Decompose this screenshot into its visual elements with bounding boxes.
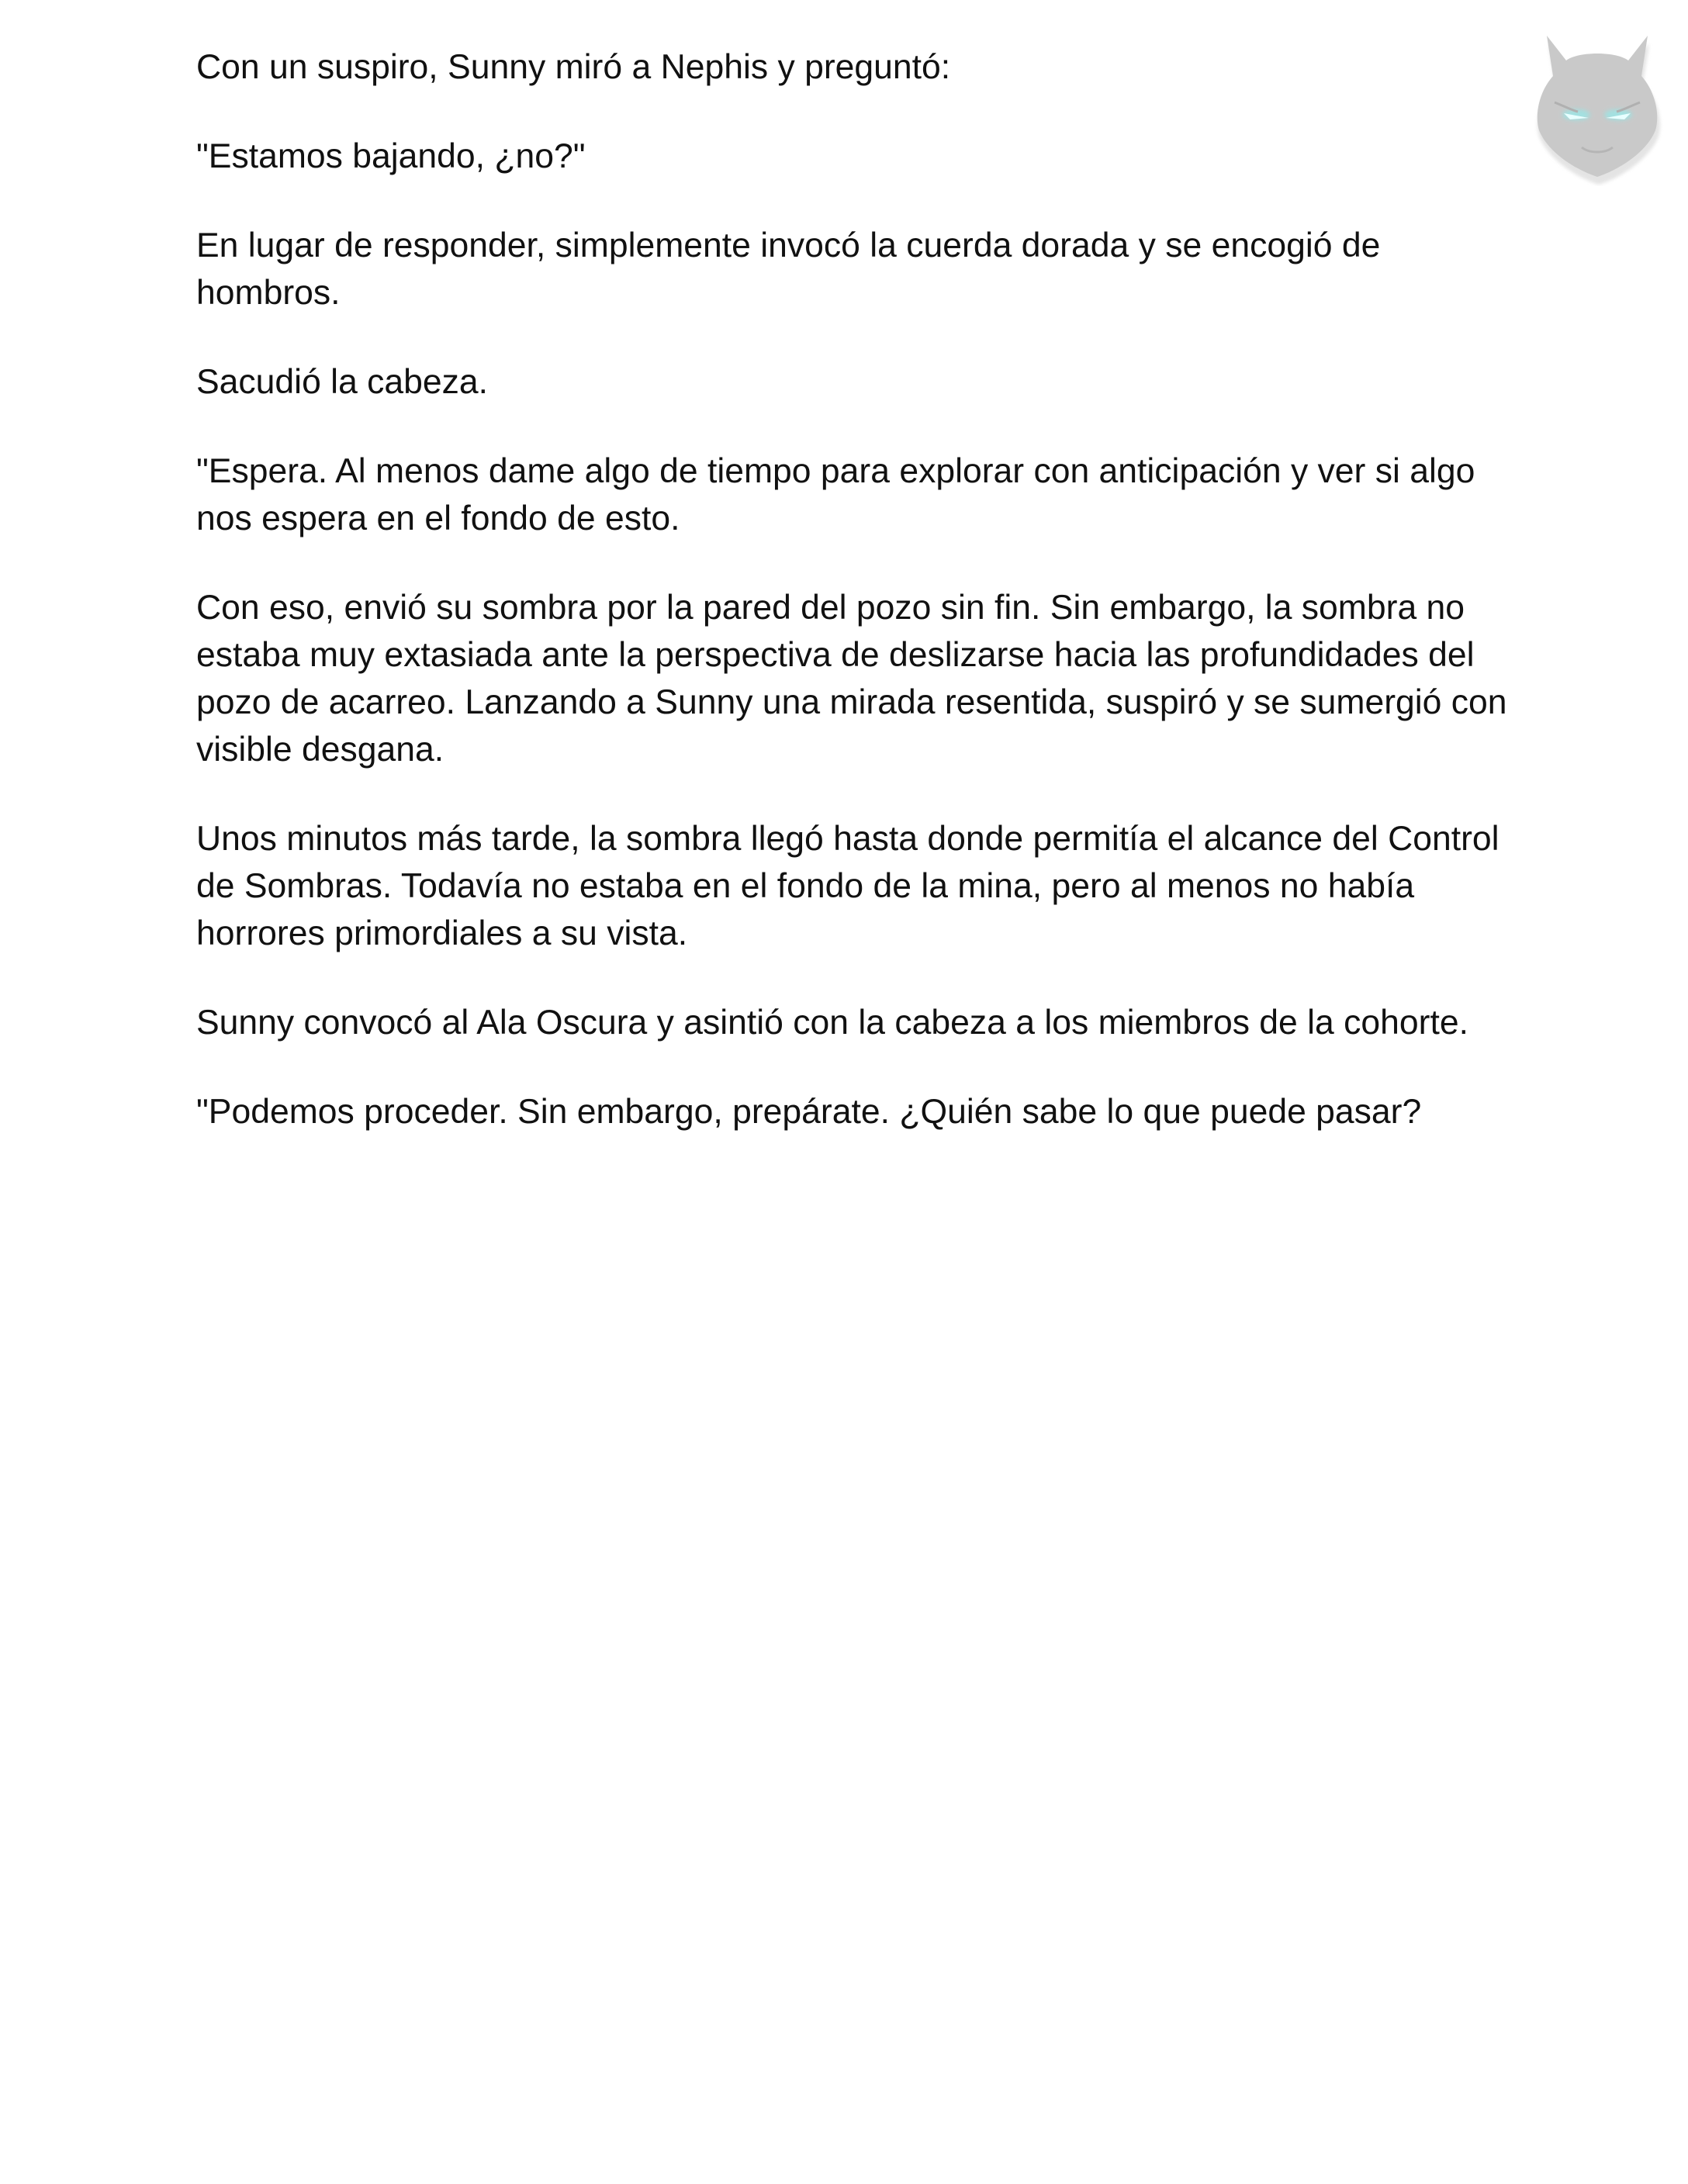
paragraph-6: Con eso, envió su sombra por la pared del pozo sin fin. Sin embargo, la sombra no estaba muy extasiada ante la perspectiva de deslizarse hacia las profundidades del pozo de acarreo. Lanzando a Sunny una mirada resentida, suspiró y se sumergió con visible desgana. <box>196 589 1507 769</box>
paragraph-7: Unos minutos más tarde, la sombra llegó hasta donde permitía el alcance del Control de Sombras. Todavía no estaba en el fondo de la mina, pero al menos no había horrores primordiales a su vista. <box>196 820 1499 952</box>
paragraph-1: Con un suspiro, Sunny miró a Nephis y preguntó: <box>196 48 951 86</box>
paragraph-4: Sacudió la cabeza. <box>196 363 489 401</box>
paragraph-5: "Espera. Al menos dame algo de tiempo para explorar con anticipación y ver si algo nos espera en el fondo de esto. <box>196 452 1475 537</box>
paragraph-9: "Podemos proceder. Sin embargo, prepárate. ¿Quién sabe lo que puede pasar? <box>196 1093 1422 1131</box>
demon-head-icon <box>1524 16 1671 186</box>
paragraph-8: Sunny convocó al Ala Oscura y asintió con la cabeza a los miembros de la cohorte. <box>196 1004 1468 1042</box>
paragraph-2: "Estamos bajando, ¿no?" <box>196 137 586 175</box>
document-body <box>196 43 1507 1177</box>
paragraph-3: En lugar de responder, simplemente invocó la cuerda dorada y se encogió de hombros. <box>196 226 1381 312</box>
